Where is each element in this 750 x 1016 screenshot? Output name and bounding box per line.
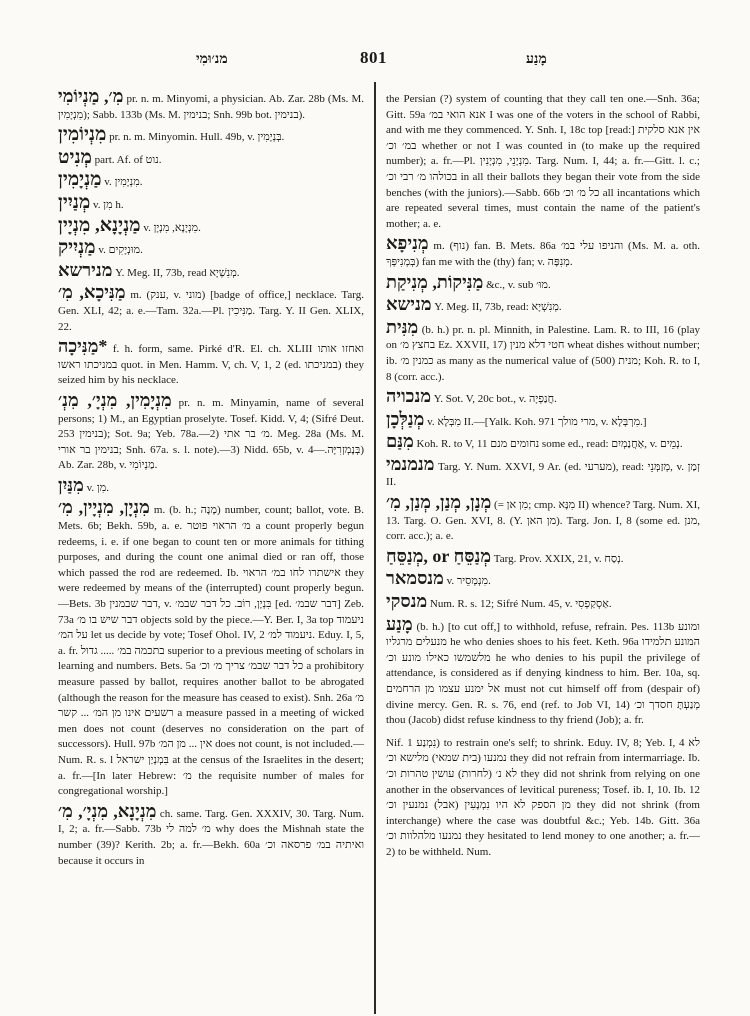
entry [58, 282, 364, 335]
definition: m. (ענק, v. מוני) [badge of office,] necklace. Targ. Gen. XLI, 42; a. e.—Tam. 32a.—Pl. מַנִּיכִין. Targ. Y. II Gen. XLIX, 22. [58, 289, 364, 333]
definition: part. Af. of נוט. [91, 153, 162, 166]
definition: (b. h.) pr. n. pl. Minnith, in Palestine. Lam. R. to III, 16 (play on בחצץ מ׳ Ez. XXVII, 17) חטי דלא מנין wheat dishes without number; ib. כמנין מ׳ as many as the numerical value of מנית (500); Koh. R. to I, 8 (corr. acc.). [386, 323, 700, 383]
definition: Targ. Y. Num. XXVI, 9 Ar. (ed. מערעי), read: מְזַמְּנֵי, v. זְמַן II. [386, 460, 700, 489]
column-divider [374, 82, 376, 1014]
headword: מְנָן, מְנַן, מְנַן, מִ׳ [386, 492, 492, 513]
headword: מנישא [386, 294, 432, 315]
headword: מְנַיִין [58, 191, 91, 213]
headword: מִנַּם [386, 431, 414, 452]
definition: Y. Sot. V, 20c bot., v. חֲנַפְיָה. [431, 393, 557, 406]
headword: מַנִּיכָא, מִ׳ [58, 282, 126, 303]
entry [386, 317, 700, 385]
entry [386, 409, 700, 431]
entry [386, 431, 700, 453]
entry [58, 801, 364, 869]
entry [58, 475, 364, 497]
headword: מַנְיִיק [58, 237, 96, 259]
entry [58, 497, 364, 799]
definition: ch. same. Targ. Gen. XXXIV, 30. Targ. Num. I, 2; a. fr.—Sabb. 73b מ׳ למה לי why does the Mishnah state the number (39)? Kerith. 2b; a. fr.—Bekh. 60a ואיתיה במ׳ פרסאה וכ׳ because it occurs in [58, 807, 364, 867]
running-head-left: מנ׳וּמִי [196, 52, 228, 67]
headword: מַנְיָמִין [58, 169, 102, 191]
entry [58, 192, 364, 214]
entry [386, 454, 700, 491]
entry [386, 233, 700, 270]
entry [386, 492, 700, 545]
headword: מִנִּית [386, 316, 419, 337]
definition: v. מִנְיָנָא, מִנְיָן. [140, 221, 201, 234]
headword: מְנַסֵּחַ, or מְנַסֵּחַ [386, 545, 492, 566]
definition: pr. n. m. Minyamin, name of several persons; 1) M., an Egyptian proselyte. Tosef. Kidd. V, 4; (Sifré Deut. 253 בנימין); Sot. 9a; Yeb. 78a.—2) מ׳ בר אתי. Meg. 28a (Ms. M. בנימין בר אורי; Snh. 67a. s. l. note).—3) Nidd. 65b, v. בְּנָמְזְרִיָּה.—4) Ab. Zar. 28b, v. מַנְיוֹמִי. [58, 396, 364, 472]
headword: מָנַע [386, 613, 413, 634]
entry [386, 591, 700, 613]
left-column [58, 86, 364, 1006]
entry [58, 390, 364, 474]
headword: מנמנמי [386, 453, 435, 474]
headword: מִנְיָנָא, מִנְיָ׳, מִ׳ [58, 800, 157, 821]
definition: (b. h.) [to cut off,] to withhold, refuse, refrain. Pes. 113b ומונע מנעלים מרגליו he who denies shoes to his feet. Keth. 96a המונע תלמידו מלשמשו כאילו מונע וכ׳ he who denies to his pupil the privilege of attendance, is considered as if denying kindness to him. Ber. 10a, sq. אל ימנע עצמו מן הרחמים must not cut himself off from (despair of) divine mercy. Gen. R. s. 76, end (ref. to Job VI, 14) מְנַעְתָּ חסדך וכ׳ thou (Jacob) didst refuse kindness to thy friend (Job); a. fr. [386, 620, 700, 727]
headword: מנירשא [58, 259, 113, 280]
definition: Y. Meg. II, 73b, read: מְנִשְׁיָא. [431, 301, 562, 314]
headword: מְנִיט [58, 146, 92, 168]
headword: מַנִּיקוֹת, מְנִיקַת [386, 271, 484, 292]
definition: Num. R. s. 12; Sifré Num. 45, v. אַסְקַפְסִי. [427, 598, 612, 611]
definition: pr. n. m. Minyomin. Hull. 49b, v. בְּנְיָמִין. [106, 131, 285, 144]
definition: v. מִבְּלָא II.—[Yalk. Koh. 971 מרי מולך, v. מִרְבְּלָא.] [424, 415, 647, 428]
headword: מנכויה [386, 386, 431, 407]
definition: v. מִן h. [90, 198, 124, 211]
entry [58, 124, 364, 146]
entry [58, 169, 364, 191]
entry [58, 260, 364, 282]
entry [58, 215, 364, 237]
definition: (= מִן אן; cmp. מִנָּא II) whence? Targ. Num. XI, 13. Targ. O. Gen. XVI, 8. (Y. מן האן). Targ. Jon. I, 8 (some ed. מנן, corr. acc.); a. e. [386, 499, 700, 543]
page-number: 801 [360, 48, 387, 67]
entry [386, 272, 700, 294]
entry [58, 147, 364, 169]
definition: v. מוּנְיָקִים. [95, 244, 143, 257]
definition: f. h. form, same. Pirké d'R. El. ch. XLIII ואחזו אותו במניכתו ראשו quot. in Men. Hamm. V, ch. V, 1, 2 (ed. במניכתו) they seized him by his necklace. [58, 343, 364, 387]
right-column [386, 86, 700, 1006]
headword: מִנְיוֹמִין [58, 124, 107, 146]
entry [58, 86, 364, 123]
headword: מְנִיפָא [386, 233, 429, 254]
definition: the Persian (?) system of counting that they call ten one.—Snh. 36a; Gitt. 59a אנא הואי במ׳ I was one of the voters in the school of Rabbi, and with me they commenced. Y. Snh. I, 18c top [read:] אין אנא סלקית במ׳ וכ׳ whether or not I was counted in (to make up the required number); a. fr.—Pl. מִנְיָנֵי, מִנְיָנִין. Targ. Num. I, 44; a. fr.—Gitt. l. c.; בכולהו מ׳ רבי וכ׳ in all their ballots they began their vote from the side benches (with the juniors).—Sabb. 66b כל מ׳ וכ׳ all incantations which are repeated several times, must contain the name of the patient's mother; a. e. [386, 93, 700, 230]
definition: Targ. Prov. XXIX, 21, v. נְסַח. [491, 552, 624, 565]
entry [58, 237, 364, 259]
entry [386, 614, 700, 729]
definition: v. מִנְמְסֵיר. [443, 575, 491, 588]
entry [386, 568, 700, 590]
definition: Nif. נִמְנַע 1) to restrain one's self; to shrink. Eduy. IV, 8; Yeb. I, 4 לא נמנעו (בית שמאי) מלישא וכ׳ they did not refrain from intermarriage. Ib. לא נ׳ (לחרות) עושין טהרות וכ׳ they did not shrink from relying on one another in the observances of levitical pureness; Tosef. ib. I, 10. Ib. 12 מן הספק לא היו נִמְנָעִין (אבל) נמנעין וכ׳ they did not shrink (from interchange) where the case was doubtful &c.; Yeb. 14b. Gitt. 36a נמנעו מלהלוות וכ׳ they hesitated to lend money to one another; a. fr.—2) to be withheld. Num. [386, 736, 700, 858]
definition: pr. n. m. Minyomi, a physician. Ab. Zar. 28b (Ms. M. מִנְיָמִין); Sabb. 133b (Ms. M. בנימין; Snh. 99b bot. בנימין). [58, 93, 364, 121]
definition: Koh. R. to V, 11 נחומים מנם some ed., read: אַחֲנַמְיִם, v. נְמֵים. [413, 438, 683, 451]
headword: מִ׳, מַנְיוֹמִי [58, 86, 124, 106]
headword: מנסקי [386, 591, 428, 612]
entry [58, 336, 364, 389]
running-head-right: מָנַע [526, 52, 547, 67]
headword: מַנְיָנָא, מִנְיָין [58, 214, 141, 236]
entry [386, 294, 700, 316]
headword: מִנְיָן, מִנְיָין, מִ׳ [58, 497, 150, 518]
entry [386, 386, 700, 408]
headword: מְנַלְּכָן [386, 408, 425, 429]
definition: &c., v. sub מוּ׳. [483, 278, 551, 291]
entry [386, 546, 700, 568]
entry [386, 730, 700, 861]
definition: m. (נוף) fan. B. Mets. 86a והניפו עלי במ׳ (Ms. M. a. oth. בְּמְנִיפְּךָ) fan me with the (thy) fan; v. מְנִפָּה. [386, 240, 700, 268]
headword: מִנַּיִן [58, 474, 84, 495]
definition: Y. Meg. II, 73b, read מְנִשְׁיָא. [112, 266, 240, 279]
headword: מנסמאר [386, 568, 444, 589]
definition: v. מִן. [83, 481, 109, 494]
headword: מַנִּיכָה* [58, 336, 108, 357]
headword: מִנְיָמִין, מִנְיָ׳, מִנְ׳ [58, 389, 172, 410]
definition: v. מִנְיָמִין. [101, 176, 143, 189]
entry [386, 86, 700, 232]
definition: m. (b. h.; מָנָה) number, count; ballot, vote. B. Mets. 6b; Bekh. 59b, a. e. מ׳ הראוי פוטר a count properly begun redeems, i. e. if one began to count ten or more animals for tithing purposes, and during the count one animal died or ran off, those which passed the rod are redeemed. Ib. אישתרו לחו במ׳ הראוי they were redeemed by means of the (interrupted) count properly begun.—Bets. 3b דבר שבמנין, v. בִּנְיָן, רוֹב. כל דבר שבמ׳ [ed. דבר שבמ׳] Zeb. 73a דבר שיש בו מ׳ objects sold by the piece.—Y. Ber. I, 3a top ניעמוד על המ׳ let us decide by vote; Tosef Ohol. IV, 2 ניעמוד למ׳. Eduy. I, 5, a. fr. בתכמה במ׳ ..... גדול superior to a previous meeting of scholars in learning and numbers. Bets. 5a כל דבר שבמ׳ צריך מ׳ וכ׳ a prohibitory measure passed by ballot, requires another ballot to be abrogated (although the reason for the measure has ceased to exist). Snh. 26a מ׳ רשעים אינו מן המ׳ ... קשר a measure passed in a meeting of wicked men does not count (deserves no consideration on the part of successors). Hull. 97b אין ... מן המ׳ does not count, is not included.—Num. R. s. l בִּמְנְיַן ישראל at the census of the Israelites in the desert; a. fr.—[In later Hebrew: מ׳ the requisite number of males for congregational worship.] [58, 504, 364, 798]
